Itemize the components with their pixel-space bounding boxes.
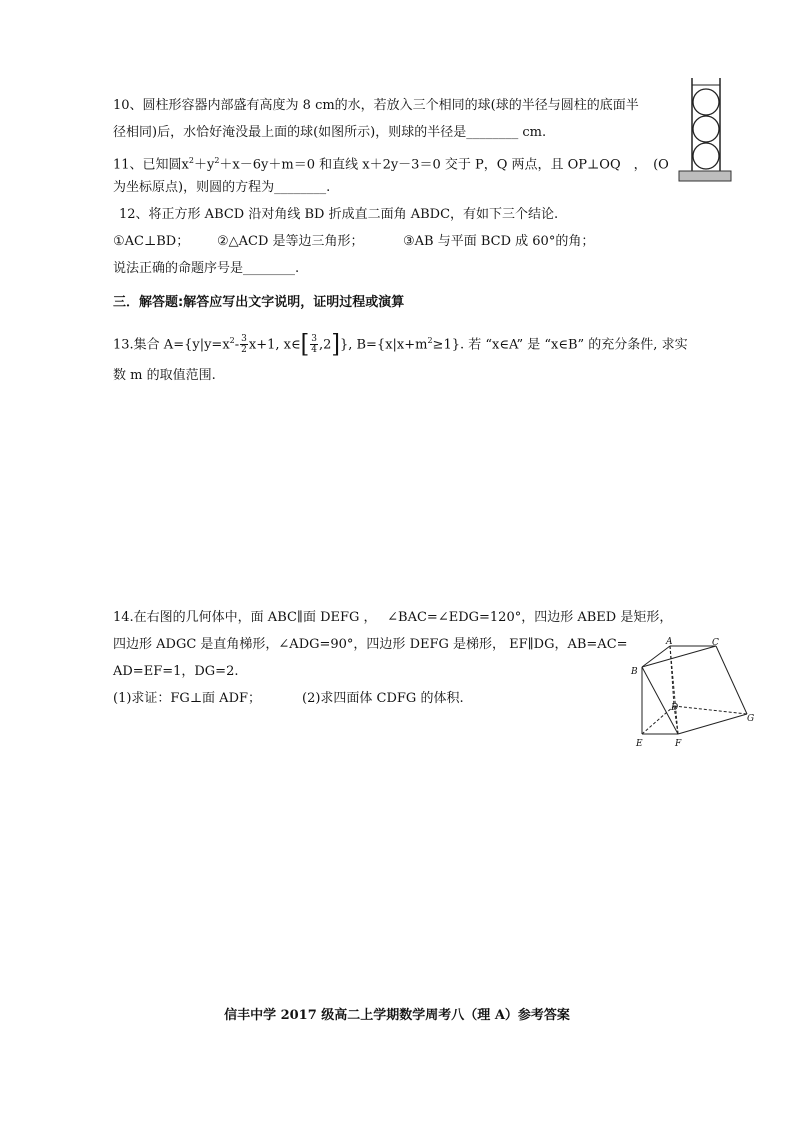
q11-line1	[113, 152, 669, 174]
q12-choice3: ③AB 与平面 BCD 成 60°的角；	[403, 234, 595, 249]
q13-frac2-den: 4	[311, 345, 317, 356]
q12-line1: 12、将正方形 ABCD 沿对角线 BD 折成直二面角 ABDC，有如下三个结论.	[119, 207, 559, 222]
section-heading: 三．解答题:解答应写出文字说明，证明过程或演算	[113, 295, 405, 310]
label-B: B	[631, 667, 638, 677]
q11-line2: 为坐标原点)，则圆的方程为________.	[113, 180, 331, 195]
q13-sup1: 2	[229, 336, 235, 345]
q11-sup-x: 2	[188, 156, 194, 165]
label-E: E	[636, 739, 643, 749]
q14-part1: (1)求证：FG⊥面 ADF；	[113, 691, 262, 706]
solid-figure	[626, 634, 760, 752]
q13-part6: ≥1}. 若 “x∈A” 是 “x∈B” 的充分条件, 求实	[432, 337, 688, 353]
q13-frac2-num: 3	[311, 334, 317, 345]
cylinder-figure	[676, 76, 734, 184]
q12-choice1: ①AC⊥BD；	[113, 234, 190, 249]
label-A: A	[666, 637, 673, 647]
q12-choice2: ②△ACD 是等边三角形；	[217, 234, 364, 249]
label-F: F	[675, 739, 682, 749]
q10-line2: 径相同)后，水恰好淹没最上面的球(如图所示)，则球的半径是________ cm.	[113, 125, 547, 140]
label-G: G	[747, 714, 755, 724]
q13-frac1-den: 2	[241, 345, 247, 356]
q13-line1	[113, 329, 688, 359]
q13-frac2	[310, 334, 318, 355]
q13-minus: -	[234, 337, 240, 353]
q13-bracket-close: ]	[331, 329, 340, 359]
label-D: D	[671, 703, 679, 713]
q11-sup-y: 2	[214, 156, 220, 165]
q11-prefix: 11、已知圆x	[113, 157, 189, 173]
q11-eq-rest: ＋x－6y＋m＝0 和直线 x＋2y－3＝0 交于 P，Q 两点，且 OP⊥OQ ， (O	[219, 157, 669, 173]
q10-line1: 10、圆柱形容器内部盛有高度为 8 cm的水，若放入三个相同的球(球的半径与圆柱的底面半	[113, 98, 639, 113]
q13-sup2: 2	[427, 336, 433, 345]
q13-bracket-open: [	[300, 329, 310, 359]
q12-line3: 说法正确的命题序号是________.	[113, 261, 300, 276]
q11-eq-mid: ＋y	[193, 157, 215, 173]
q13-frac1	[240, 334, 248, 355]
q13-part3: x+1, x∈	[248, 337, 301, 353]
q14-part2: (2)求四面体 CDFG 的体积.	[302, 691, 464, 706]
q13-line2: 数 m 的取值范围.	[113, 368, 216, 383]
q14-line1: 14.在右图的几何体中，面 ABC∥面 DEFG ， ∠BAC=∠EDG=120°，四边形 ABED 是矩形，	[113, 610, 673, 625]
answer-key-title: 信丰中学 2017 级高二上学期数学周考八（理 A）参考答案	[224, 1008, 570, 1023]
q14-line3: AD=EF=1，DG=2.	[113, 664, 239, 679]
q13-part1: 13.集合 A={y|y=x	[113, 337, 230, 353]
q13-part4: ,2	[318, 337, 332, 353]
label-C: C	[712, 638, 719, 648]
q13-part5: }, B={x|x+m	[339, 337, 428, 353]
q14-line2: 四边形 ADGC 是直角梯形，∠ADG=90°，四边形 DEFG 是梯形， EF∥DG，AB=AC=	[113, 637, 628, 652]
q13-frac1-num: 3	[241, 334, 247, 345]
